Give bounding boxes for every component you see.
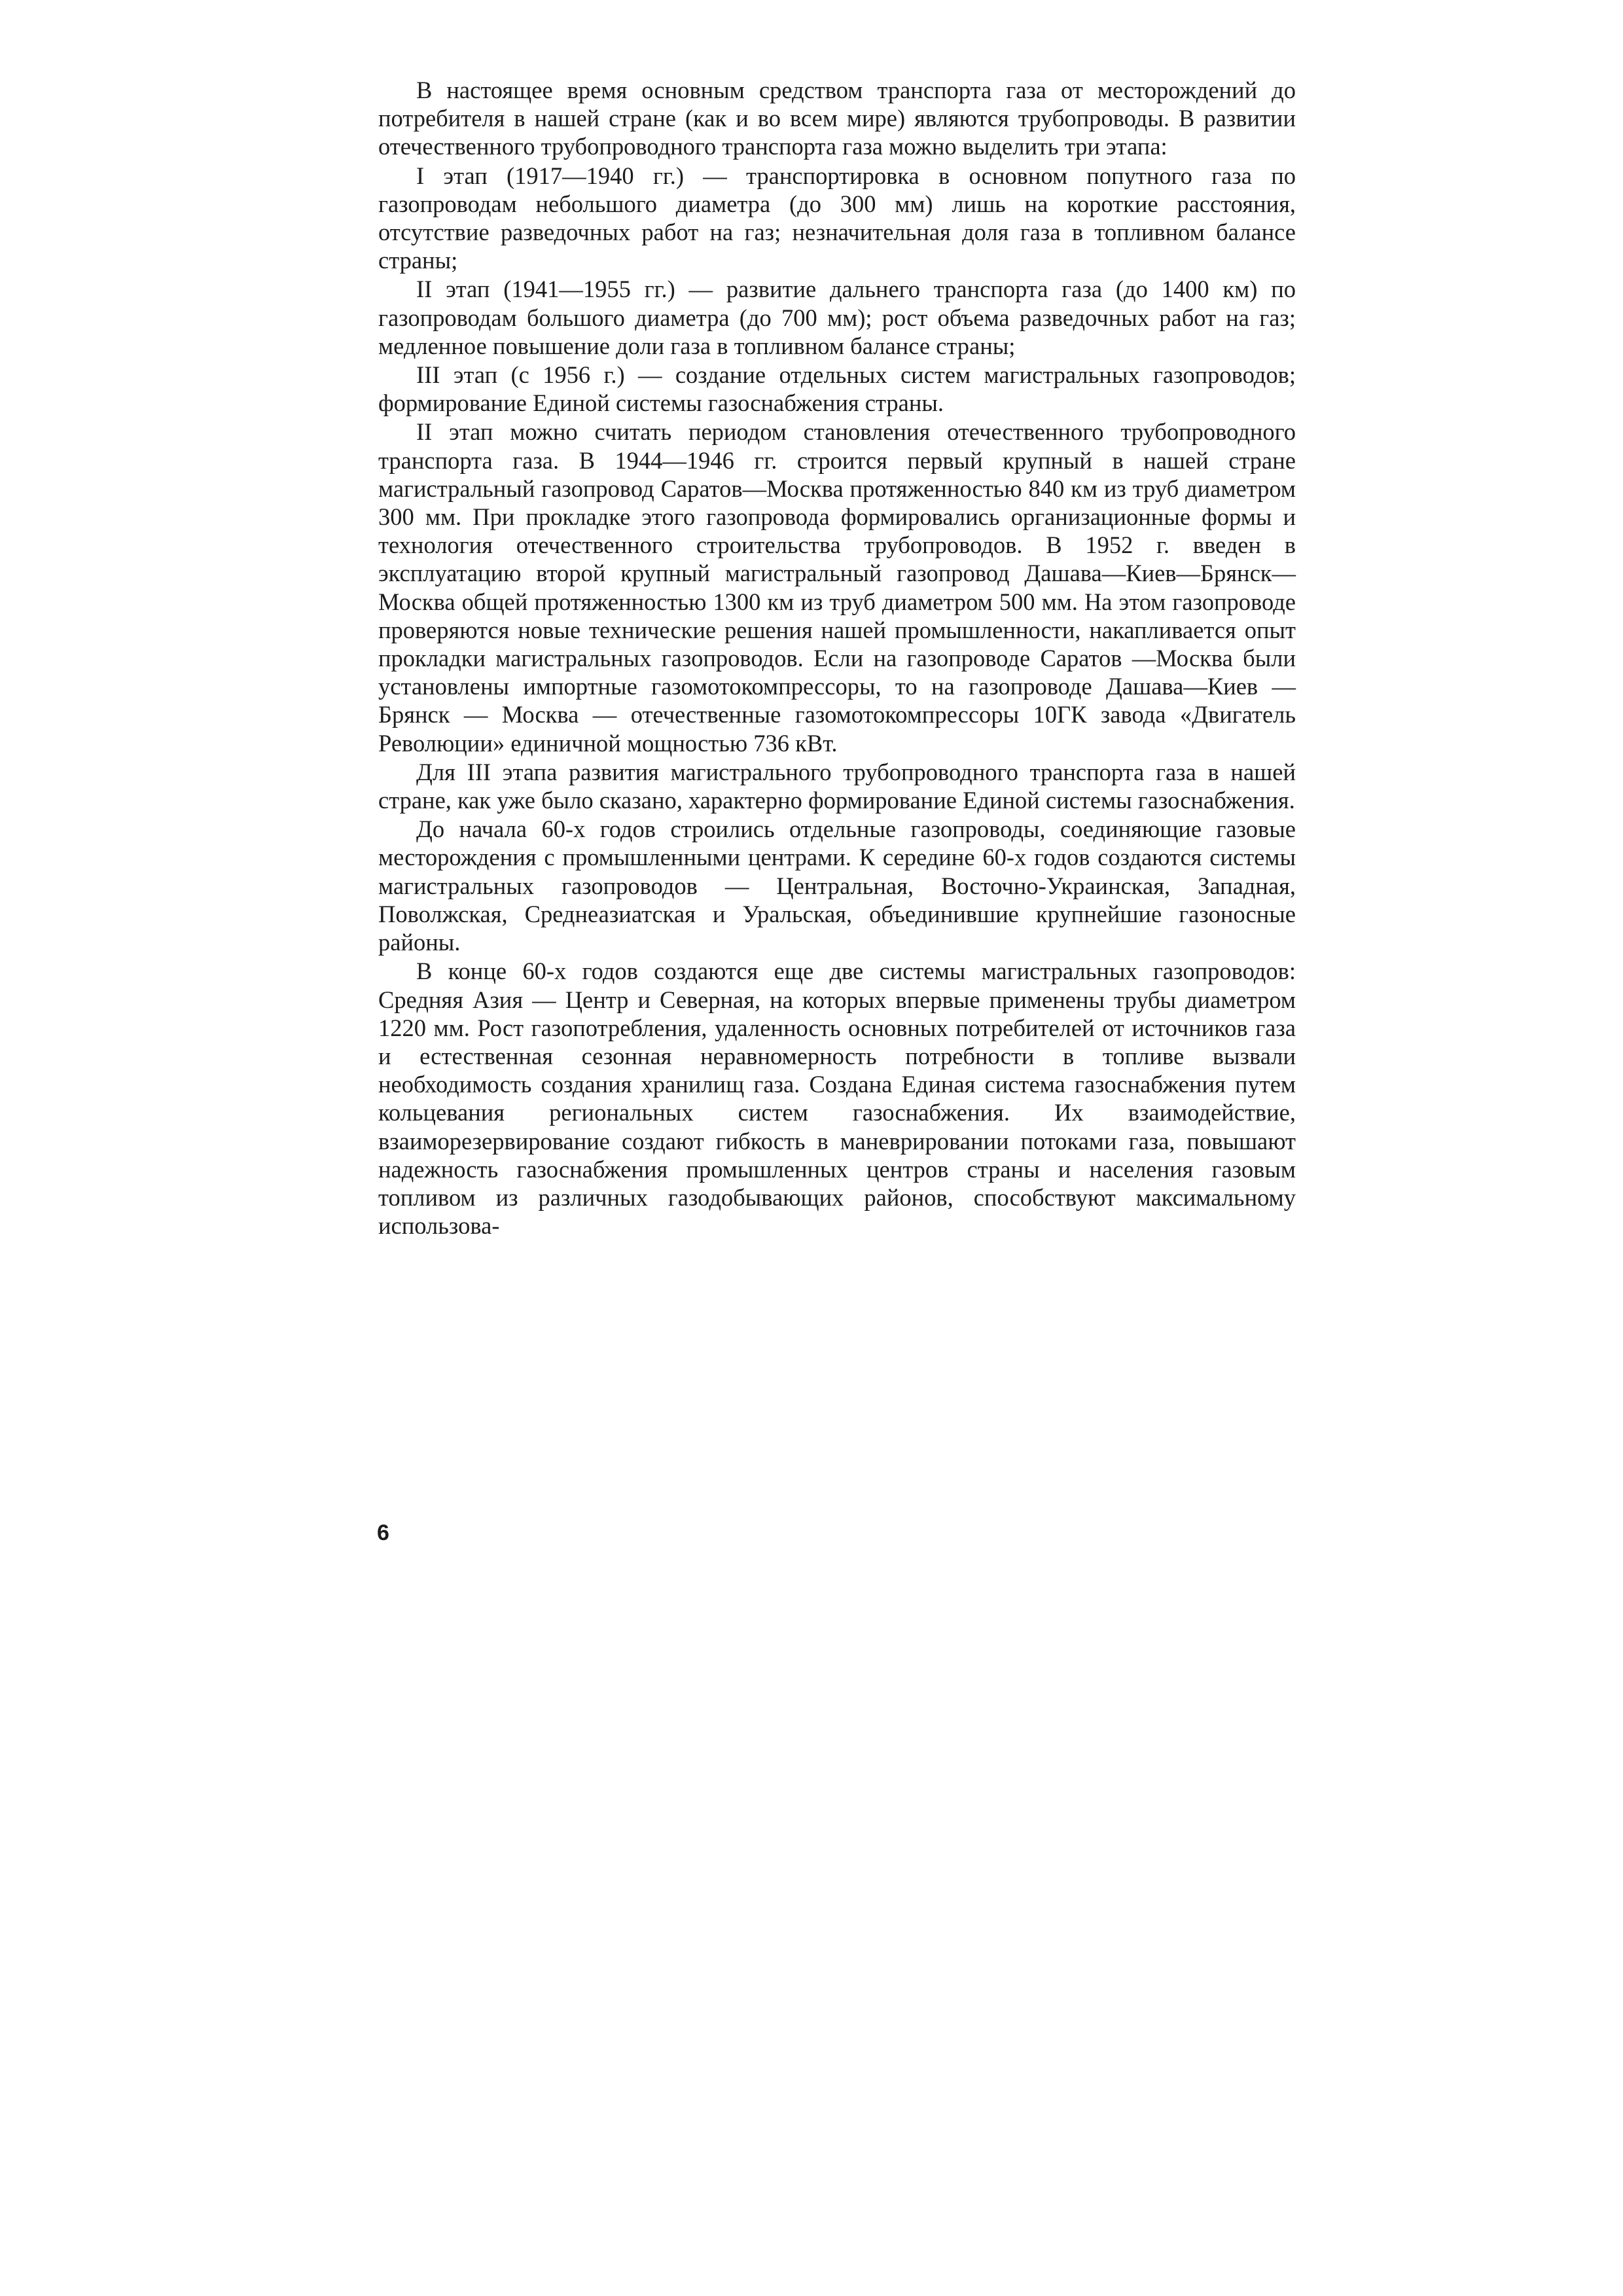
paragraph-60s-systems: До начала 60-х годов строились отдельные газопроводы, соединяющие газовые месторождения с промышленными центрами. К середине 60-х годов создаются системы магистральных газопроводов — Центральная, Восточно-Украинская, Западная, Поволжская, Среднеазиатская и Уральская, объединившие крупнейшие газоносные районы. — [378, 816, 1296, 956]
paragraph-stage-3: III этап (с 1956 г.) — создание отдельных систем магистральных газопроводов; формирование Единой системы газоснабжения страны. — [378, 361, 1296, 417]
page-number: 6 — [377, 1520, 389, 1545]
paragraph-intro: В настоящее время основным средством транспорта газа от месторождений до потребителя в нашей стране (как и во всем мире) являются трубопроводы. В развитии отечественного трубопроводного транспорта газа можно выделить три этапа: — [378, 77, 1296, 160]
body-text — [378, 76, 1296, 1240]
paragraph-unified-system: В конце 60-х годов создаются еще две системы магистральных газопроводов: Средняя Азия — Центр и Северная, на которых впервые применены трубы диаметром 1220 мм. Рост газопотребления, удаленность основных потребителей от источников газа и естественная сезонная неравномерность потребности в топливе вызвали необходимость создания хранилищ газа. Создана Единая система газоснабжения путем кольцевания региональных систем газоснабжения. Их взаимодействие, взаиморезервирование создают гибкость в маневрировании потоками газа, повышают надежность газоснабжения промышленных центров страны и населения газовым топливом из различных газодобывающих районов, способствуют максимальному использова- — [378, 958, 1296, 1240]
paragraph-stage-3-summary: Для III этапа развития магистрального трубопроводного транспорта газа в нашей стране, как уже было сказано, характерно формирование Единой системы газоснабжения. — [378, 758, 1296, 814]
paragraph-stage-2: II этап (1941—1955 гг.) — развитие дальнего транспорта газа (до 1400 км) по газопроводам большого диаметра (до 700 мм); рост объема разведочных работ на газ; медленное повышение доли газа в топливном балансе страны; — [378, 276, 1296, 359]
paragraph-stage-2-details: II этап можно считать периодом становления отечественного трубопроводного транспорта газа. В 1944—1946 гг. строится первый крупный в нашей стране магистральный газопровод Саратов—Москва протяженностью 840 км из труб диаметром 300 мм. При прокладке этого газопровода формировались организационные формы и технология отечественного строительства трубопроводов. В 1952 г. введен в эксплуатацию второй крупный магистральный газопровод Дашава—Киев—Брянск—Москва общей протяженностью 1300 км из труб диаметром 500 мм. На этом газопроводе проверяются новые технические решения нашей промышленности, накапливается опыт прокладки магистральных газопроводов. Если на газопроводе Саратов —Москва были установлены импортные газомотокомпрессоры, то на газопроводе Дашава—Киев — Брянск — Москва — отечественные газомотокомпрессоры 10ГК завода «Двигатель Революции» единичной мощностью 736 кВт. — [378, 418, 1296, 757]
paragraph-stage-1: I этап (1917—1940 гг.) — транспортировка в основном попутного газа по газопроводам небольшого диаметра (до 300 мм) лишь на короткие расстояния, отсутствие разведочных работ на газ; незначительная доля газа в топливном балансе страны; — [378, 162, 1296, 274]
